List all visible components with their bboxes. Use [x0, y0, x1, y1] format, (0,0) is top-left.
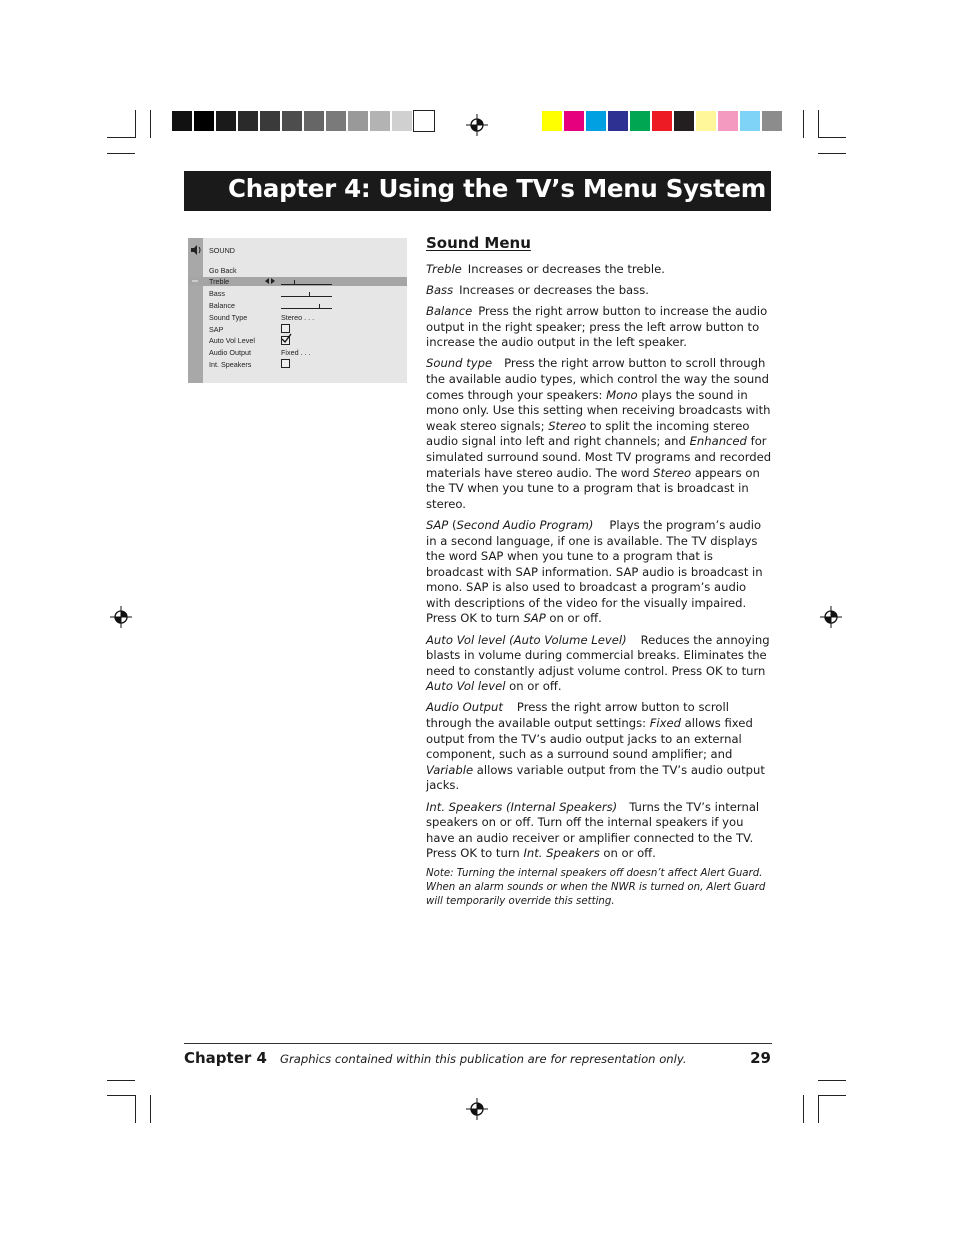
gray-swatch — [326, 111, 346, 131]
treble-paragraph — [426, 262, 772, 278]
treble-slider — [281, 284, 332, 285]
gray-swatch — [238, 111, 258, 131]
checkmark-icon — [281, 333, 292, 344]
chapter-title: Chapter 4: Using the TV’s Menu System — [228, 174, 766, 203]
sap-term: SAP — [426, 517, 449, 532]
color-swatch — [630, 111, 650, 131]
treble-text: Increases or decreases the treble. — [467, 262, 665, 276]
treble-term: Treble — [426, 262, 462, 276]
audio-output-text-3: allows variable output from the TV’s audio output jacks. — [426, 762, 765, 793]
auto-vol-paragraph — [426, 633, 772, 695]
registration-mark-bottom-icon — [466, 1098, 488, 1120]
color-calibration-bar — [542, 111, 784, 132]
bass-slider — [281, 296, 332, 297]
selection-marker — [192, 280, 198, 282]
sound-type-enhanced: Enhanced — [689, 434, 747, 449]
gray-swatch — [260, 111, 280, 131]
sound-type-text-1: Press the right arrow button to scroll through the available audio types, which control the way the sound comes through your speakers: — [426, 356, 769, 402]
balance-paragraph — [426, 304, 772, 351]
auto-vol-text-2: on or off. — [505, 679, 562, 694]
sap-text-1: Plays the program’s audio in a second language, if one is available. The TV displays the word SAP when you tune to a program that is broadcast with SAP information. SAP audio is broadcast in mono. SAP is also used to broadcast a program’s audio with descriptions of the video for the visually impaired. Press OK to turn — [426, 517, 763, 626]
menu-item-audio-output: Audio Output — [209, 348, 251, 357]
bass-term: Bass — [426, 283, 454, 298]
color-swatch — [564, 111, 584, 131]
menu-item-sound-type: Sound Type — [209, 313, 248, 322]
bass-paragraph — [426, 283, 772, 299]
registration-mark-left-icon — [110, 606, 132, 628]
audio-output-text-1: Press the right arrow button to scroll through the available output settings: — [426, 700, 729, 731]
gray-swatch — [172, 111, 192, 131]
audio-output-text-2: allows fixed output from the TV’s audio output jacks to an external component, such as a surround sound amplifier; and — [426, 716, 753, 762]
speaker-icon — [191, 245, 202, 255]
int-speakers-checkbox — [281, 359, 290, 368]
color-swatch — [740, 111, 760, 131]
color-swatch — [542, 111, 562, 131]
footer-rule — [184, 1043, 772, 1044]
registration-mark-right-icon — [820, 606, 842, 628]
sound-type-stereo-2: Stereo — [653, 465, 692, 480]
sound-type-mono: Mono — [606, 387, 638, 402]
color-swatch — [608, 111, 628, 131]
chapter-banner — [184, 171, 771, 211]
footer-disclaimer: Graphics contained within this publication are for representation only. — [280, 1052, 687, 1066]
sound-type-text-5: appears on the TV when you tune to a program that is broadcast in stereo. — [426, 465, 760, 511]
audio-output-fixed: Fixed — [649, 716, 681, 731]
menu-icon-strip — [188, 238, 203, 383]
gray-swatch — [348, 111, 368, 131]
sap-paren: ( — [448, 517, 457, 532]
auto-vol-term: Auto Vol level (Auto Volume Level) — [426, 632, 627, 647]
bass-slider-thumb — [309, 292, 310, 297]
sound-type-paragraph — [426, 356, 772, 512]
sap-text-2: on or off. — [545, 611, 602, 626]
int-speakers-text-2: on or off. — [599, 846, 656, 861]
color-swatch — [674, 111, 694, 131]
menu-item-treble: Treble — [209, 277, 230, 286]
gray-swatch — [216, 111, 236, 131]
gray-swatch — [414, 111, 434, 131]
section-title: Sound Menu — [426, 234, 531, 252]
bass-text: Increases or decreases the bass. — [459, 283, 649, 298]
sound-type-stereo: Stereo — [548, 418, 587, 433]
page-number: 29 — [750, 1049, 771, 1067]
menu-item-go-back: Go Back — [209, 266, 237, 275]
audio-output-term: Audio Output — [426, 700, 503, 715]
sap-paragraph — [426, 518, 772, 627]
sound-type-text-2: plays the sound in mono only. Use this setting when receiving broadcasts with weak stereo signals; — [426, 387, 771, 433]
gray-swatch — [392, 111, 412, 131]
sound-type-term: Sound type — [426, 356, 493, 371]
sound-type-text-4: for simulated surround sound. Most TV programs and recorded materials have stereo audio. The word — [426, 434, 772, 480]
color-swatch — [718, 111, 738, 131]
sap-expansion: Second Audio Program) — [456, 517, 594, 532]
balance-term: Balance — [426, 304, 473, 319]
balance-slider — [281, 308, 332, 309]
sap-term-2: SAP — [523, 611, 546, 626]
int-speakers-text-1: Turns the TV’s internal speakers on or off. Turn off the internal speakers if you have an audio receiver or amplifier connected to the TV. Press OK to turn — [426, 799, 760, 861]
sound-type-text-3: to split the incoming stereo audio signal into left and right channels; and — [426, 418, 750, 449]
sound-type-value: Stereo . . . — [281, 313, 315, 322]
gray-swatch — [194, 111, 214, 131]
balance-text: Press the right arrow button to increase the audio output in the right speaker; press the left arrow button to increase the audio output in the left speaker. — [426, 304, 768, 350]
audio-output-variable: Variable — [426, 762, 474, 777]
int-speakers-paragraph — [426, 800, 772, 862]
balance-slider-thumb — [319, 304, 320, 309]
int-speakers-term: Int. Speakers (Internal Speakers) — [426, 799, 618, 814]
gray-calibration-bar — [172, 111, 436, 132]
int-speakers-term-2: Int. Speakers — [523, 846, 600, 861]
color-swatch — [696, 111, 716, 131]
menu-item-int-speakers: Int. Speakers — [209, 360, 252, 369]
note-text: Note: Turning the internal speakers off doesn’t affect Alert Guard. When an alarm sounds or when the NWR is turned on, Alert Guard will temporarily override this setting. — [426, 868, 766, 908]
color-swatch — [762, 111, 782, 131]
sap-checkbox — [281, 324, 290, 333]
auto-vol-text-1: Reduces the annoying blasts in volume during commercial breaks. Eliminates the need to constantly adjust volume control. Press OK to turn — [426, 632, 770, 678]
color-swatch — [586, 111, 606, 131]
menu-item-balance: Balance — [209, 301, 235, 310]
sound-menu-screenshot — [188, 238, 407, 383]
treble-slider-thumb — [294, 280, 295, 285]
menu-item-sap: SAP — [209, 325, 224, 334]
audio-output-paragraph — [426, 700, 772, 794]
menu-item-bass: Bass — [209, 289, 225, 298]
section-body — [426, 262, 772, 915]
audio-output-value: Fixed . . . — [281, 348, 311, 357]
footer-chapter: Chapter 4 — [184, 1049, 267, 1067]
menu-title: SOUND — [209, 246, 235, 255]
gray-swatch — [370, 111, 390, 131]
gray-swatch — [282, 111, 302, 131]
menu-item-auto-vol-level: Auto Vol Level — [209, 336, 255, 345]
left-right-arrows-icon — [265, 278, 275, 284]
gray-swatch — [304, 111, 324, 131]
color-swatch — [652, 111, 672, 131]
auto-vol-term-2: Auto Vol level — [426, 679, 506, 694]
registration-mark-top-icon — [466, 114, 488, 136]
